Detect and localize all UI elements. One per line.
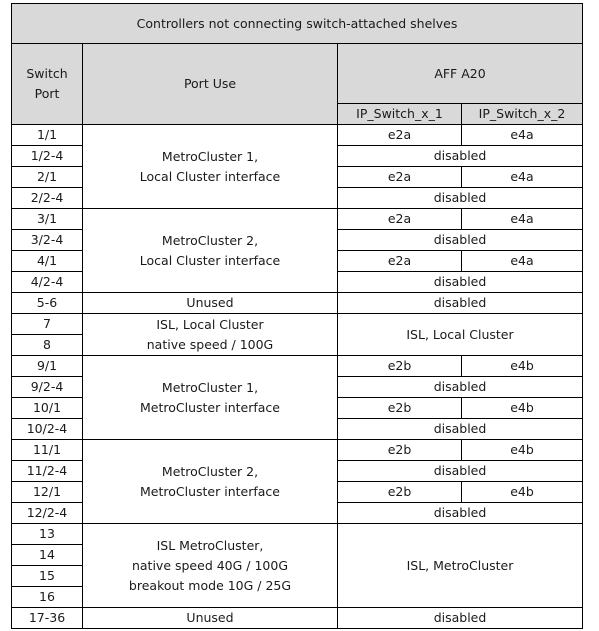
port-cell: 16 — [12, 587, 83, 608]
port-assignment-table — [11, 3, 583, 629]
sw1-value: e2b — [338, 440, 462, 461]
port-cell: 1/2-4 — [12, 146, 83, 167]
port-use-cell: MetroCluster 2, MetroCluster interface — [83, 440, 338, 524]
sw2-value: e4a — [462, 167, 583, 188]
sw2-value: e4a — [462, 209, 583, 230]
disabled-value: disabled — [338, 272, 583, 293]
port-use-cell: ISL MetroCluster, native speed 40G / 100G breakout mode 10G / 25G — [83, 524, 338, 608]
sw2-value: e4b — [462, 356, 583, 377]
sw2-value: e4b — [462, 482, 583, 503]
port-cell: 11/1 — [12, 440, 83, 461]
port-use-header: Port Use — [83, 44, 338, 125]
port-cell: 3/2-4 — [12, 230, 83, 251]
port-cell: 9/1 — [12, 356, 83, 377]
disabled-value: disabled — [338, 419, 583, 440]
port-use-cell: Unused — [83, 608, 338, 629]
disabled-value: disabled — [338, 461, 583, 482]
switch-port-header: Switch Port — [12, 44, 83, 125]
port-cell: 8 — [12, 335, 83, 356]
port-use-cell: Unused — [83, 293, 338, 314]
port-cell: 2/2-4 — [12, 188, 83, 209]
port-cell: 9/2-4 — [12, 377, 83, 398]
port-use-cell: MetroCluster 2, Local Cluster interface — [83, 209, 338, 293]
disabled-value: disabled — [338, 608, 583, 629]
sw1-value: e2b — [338, 356, 462, 377]
sw2-value: e4b — [462, 398, 583, 419]
disabled-value: disabled — [338, 188, 583, 209]
port-cell: 4/2-4 — [12, 272, 83, 293]
port-use-cell: MetroCluster 1, MetroCluster interface — [83, 356, 338, 440]
port-use-cell: MetroCluster 1, Local Cluster interface — [83, 125, 338, 209]
table-title: Controllers not connecting switch-attached shelves — [12, 4, 583, 44]
isl-local-value: ISL, Local Cluster — [338, 314, 583, 356]
sw2-value: e4a — [462, 251, 583, 272]
port-cell: 10/2-4 — [12, 419, 83, 440]
sw1-value: e2b — [338, 482, 462, 503]
sw2-value: e4a — [462, 125, 583, 146]
switch-2-header: IP_Switch_x_2 — [462, 104, 583, 125]
port-cell: 14 — [12, 545, 83, 566]
switch-1-header: IP_Switch_x_1 — [338, 104, 462, 125]
disabled-value: disabled — [338, 293, 583, 314]
disabled-value: disabled — [338, 146, 583, 167]
isl-metrocluster-value: ISL, MetroCluster — [338, 524, 583, 608]
port-cell: 12/1 — [12, 482, 83, 503]
port-cell: 12/2-4 — [12, 503, 83, 524]
platform-header: AFF A20 — [338, 44, 583, 104]
sw1-value: e2a — [338, 209, 462, 230]
port-cell: 4/1 — [12, 251, 83, 272]
sw2-value: e4b — [462, 440, 583, 461]
port-cell: 11/2-4 — [12, 461, 83, 482]
sw1-value: e2b — [338, 398, 462, 419]
sw1-value: e2a — [338, 167, 462, 188]
disabled-value: disabled — [338, 377, 583, 398]
port-cell: 15 — [12, 566, 83, 587]
port-use-cell: ISL, Local Cluster native speed / 100G — [83, 314, 338, 356]
port-cell: 2/1 — [12, 167, 83, 188]
port-cell: 7 — [12, 314, 83, 335]
port-cell: 13 — [12, 524, 83, 545]
port-cell: 5-6 — [12, 293, 83, 314]
sw1-value: e2a — [338, 251, 462, 272]
port-cell: 17-36 — [12, 608, 83, 629]
sw1-value: e2a — [338, 125, 462, 146]
disabled-value: disabled — [338, 503, 583, 524]
port-cell: 10/1 — [12, 398, 83, 419]
disabled-value: disabled — [338, 230, 583, 251]
port-cell: 3/1 — [12, 209, 83, 230]
port-cell: 1/1 — [12, 125, 83, 146]
